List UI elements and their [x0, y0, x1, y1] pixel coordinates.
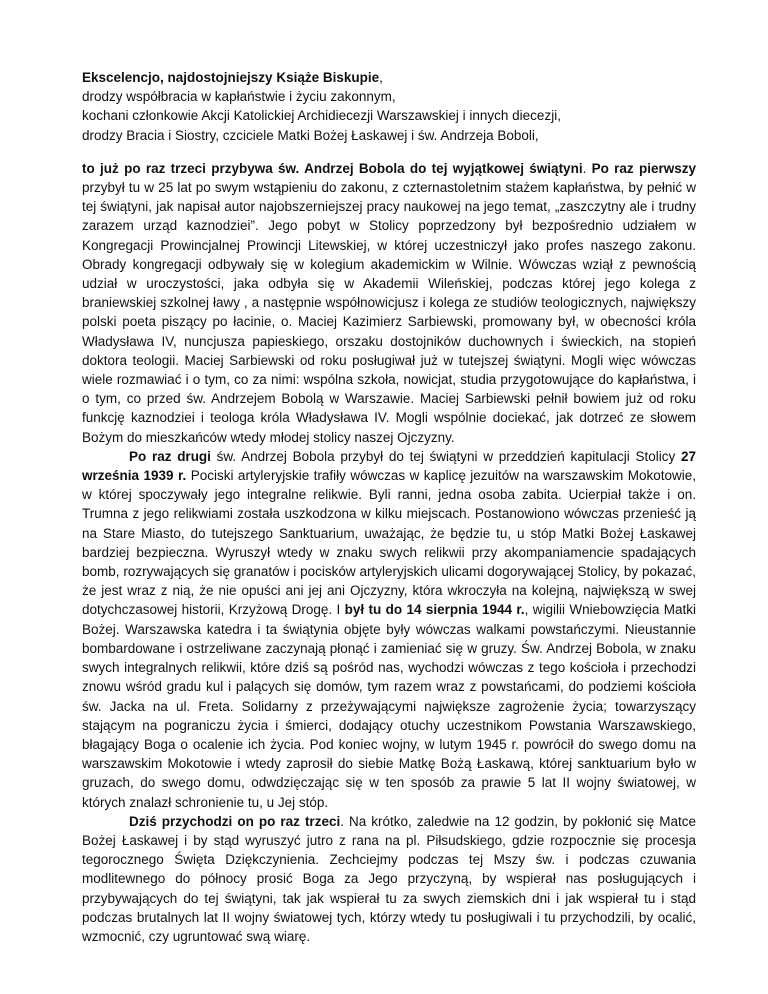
greeting-bishop: Ekscelencjo, najdostojniejszy Książe Biskupie: [82, 70, 380, 85]
paragraph-3: Dziś przychodzi on po raz trzeci. Na krótko, zaledwie na 12 godzin, by pokłonić się Matce Bożej Łaskawej i by stąd wyruszyć jutro z rana na pl. Piłsudskiego, gdzie rozpocznie się procesja tegorocznego Święta Dziękczynienia. Zechciejmy podczas tej Mszy św. i podczas czuwania modlitewnego do północy prosić Boga za Jego przyczyną, by wspierał nas posługujących i przybywających do tej świątyni, tak jak wspierał tu za swych ziemskich dni i jak wspierał tu i stąd podczas brutalnych lat II wojny światowej tych, którzy wtedy tu posługiwali i tu przychodzili, by ocalić, wzmocnić, czy ugruntować swą wiarę.: [82, 813, 697, 944]
greeting-line-3: kochani członkowie Akcji Katolickiej Archidiecezji Warszawskiej i innych diecezji,: [82, 108, 561, 124]
greeting-line-1: Ekscelencjo, najdostojniejszy Książe Biskupie,: [82, 70, 383, 85]
paragraph-1: to już po raz trzeci przybywa św. Andrzej Bobola do tej wyjątkowej świątyni. Po raz pierwszy przybył tu w 25 lat po swym wstąpieniu do zakonu, z czternastoletnim stażem kapłaństwa, by pełnić w tej świątyni, jak napisał autor najobszerniejszej pracy naukowej na jego temat, „zaszczytny ale i trudny zarazem urząd kaznodziei”. Jego pobyt w Stolicy poprzedzony był bezpośrednio udziałem w Kongregacji Prowincjalnej Prowincji Litewskiej, w której uczestniczył jako profes naszego zakonu. Obrady kongregacji odbywały się w kolegium akademickim w Wilnie. Wówczas wziął z pewnością udział w uroczystości, jaka odbyła się w Akademii Wileńskiej, podczas której jego kolega z braniewskiej szkolnej ławy , a następnie współnowicjusz i kolega ze studiów teologicznych, największy polski poeta piszący po łacinie, o. Maciej Kazimierz Sarbiewski, promowany był, w obecności króla Władysława IV, nuncjusza papieskiego, orszaku dostojników duchownych i świeckich, na stopień doktora teologii. Maciej Sarbiewski od roku posługiwał już w tutejszej świątyni. Mogli więc wówczas wiele rozmawiać i o tym, co za nimi: wspólna szkoła, nowicjat, studia przygotowujące do kapłaństwa, i o tym, co przed św. Andrzejem Bobolą w Warszawie. Maciej Sarbiewski pełnił bowiem już od roku funkcję kaznodziei i teologa króla Władysława IV. Mogli wspólnie dociekać, jak dotrzeć ze słowem Bożym do mieszkańców wtedy młodej stolicy naszej Ojczyzny.: [82, 160, 696, 445]
greeting-line-4: drodzy Bracia i Siostry, czciciele Matki Bożej Łaskawej i św. Andrzeja Boboli,: [82, 127, 539, 143]
paragraph-2: Po raz drugi św. Andrzej Bobola przybył do tej świątyni w przeddzień kapitulacji Stolicy 27 września 1939 r. Pociski artyleryjskie trafiły wówczas w kaplicę jezuitów na warszawskim Mokotowie, w której spoczywały jego integralne relikwie. Byli ranni, jedna osoba zabita. Ucierpiał także i on. Trumna z jego relikwiami została uszkodzona w kilku miejscach. Postanowiono wówczas przenieść ją na Stare Miasto, do tutejszego Sanktuarium, uważając, że będzie tu, u stóp Matki Bożej Łaskawej bardziej bezpieczna. Wyruszył wtedy w znaku swych relikwii przy akompaniamencie spadających bomb, rozrywających się granatów i pocisków artyleryjskich ulicami dogorywającej Stolicy, by pokazać, że jest wraz z nią, że nie opuści ani jej ani Ojczyzny, która wkroczyła na kolejną, największą w swej dotychczasowej historii, Krzyżową Drogę. I był tu do 14 sierpnia 1944 r., wigilii Wniebowzięcia Matki Bożej. Warszawska katedra i ta świątynia objęte były wówczas walkami powstańczymi. Nieustannie bombardowane i ostrzeliwane zaczynają płonąć i zamieniać się w gruzy. Św. Andrzej Bobola, w znaku swych integralnych relikwii, które dziś są pośród nas, wychodzi wówczas z tego kościoła i przechodzi znowu wśród gradu kul i palących się domów, tym razem wraz z powstańcami, do podziemi kościoła św. Jacka na ul. Freta. Solidarny z przeżywającymi największe zagrożenie życia; towarzyszący stającym na pograniczu życia i śmierci, dodający otuchy uczestnikom Powstania Warszawskiego, błagający Boga o ocalenie ich życia. Pod koniec wojny, w lutym 1945 r. powrócił do swego domu na warszawskim Mokotowie i wtedy zaprosił do siebie Matkę Bożą Łaskawą, której sanktuarium było w gruzach, do swego domu, odwdzięczając się w ten sposób za prawie 5 lat II wojny światowej, w których znalazł schronienie tu, u Jej stóp.: [82, 448, 696, 810]
document-body: [82, 159, 696, 946]
document-page: [82, 68, 696, 946]
greeting-line-2: drodzy współbracia w kapłaństwie i życiu zakonnym,: [82, 89, 396, 105]
greeting-block: [82, 68, 696, 145]
